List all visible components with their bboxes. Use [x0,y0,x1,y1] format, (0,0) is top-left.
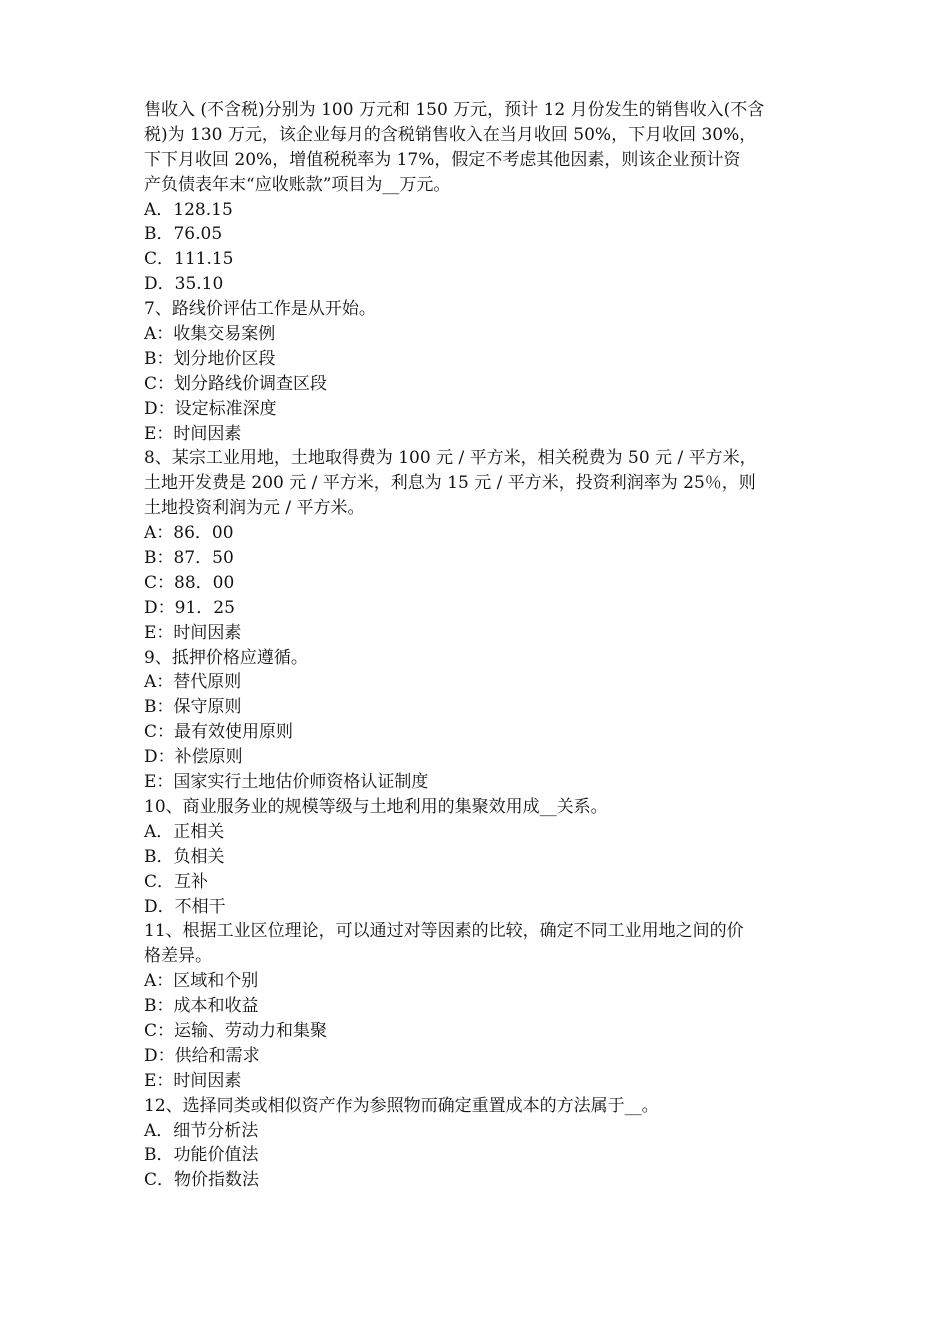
q10-option-c: C．互补 [144,871,209,892]
q9-stem: 9、抵押价格应遵循。 [144,647,308,668]
q9-option-d: D：补偿原则 [144,747,243,768]
q12-stem: 12、选择同类或相似资产作为参照物而确定重置成本的方法属于__。 [144,1095,659,1116]
q6-stem-line-1: 售收入 (不含税)分别为 100 万元和 150 万元，预计 12 月份发生的销售收入(不含 [144,100,765,120]
q10-option-b: B．负相关 [144,846,225,867]
q6-option-a: A．128.15 [144,199,233,220]
q6-stem-line-3: 下下月收回 20%，增值税税率为 17%，假定不考虑其他因素，则该企业预计资 [144,149,741,170]
q9-option-b: B：保守原则 [144,697,242,718]
q6-stem-line-2: 税)为 130 万元，该企业每月的含税销售收入在当月收回 50%，下月收回 30%， [144,124,757,145]
q6-option-c: C．111.15 [144,249,234,270]
q8-option-e: E：时间因素 [144,622,242,643]
q11-option-b: B：成本和收益 [144,996,259,1017]
q7-stem: 7、路线价评估工作是从开始。 [144,299,376,320]
q8-option-d: D：91．25 [144,597,235,618]
q11-option-d: D：供给和需求 [144,1045,260,1066]
q7-option-c: C：划分路线价调查区段 [144,373,328,394]
q7-option-d: D：设定标准深度 [144,398,277,419]
q6-stem-line-4: 产负债表年末“应收账款”项目为__万元。 [144,174,451,195]
q11-option-a: A：区域和个别 [144,971,259,992]
q8-option-b: B：87．50 [144,548,234,569]
q9-option-e: E：国家实行土地估价师资格认证制度 [144,772,429,793]
q6-option-b: B．76.05 [144,224,223,245]
q8-stem-line-3: 土地投资利润为元 / 平方米。 [144,498,365,519]
q7-option-a: A：收集交易案例 [144,324,276,345]
q12-option-a: A．细节分析法 [144,1120,259,1141]
q11-stem-line-2: 格差异。 [144,946,212,967]
q12-option-c: C．物价指数法 [144,1170,260,1191]
q6-option-d: D．35.10 [144,274,224,295]
q9-option-a: A：替代原则 [144,672,242,693]
document-body [144,98,814,1193]
q7-option-b: B：划分地价区段 [144,348,276,369]
q8-stem-line-1: 8、某宗工业用地，土地取得费为 100 元 / 平方米，相关税费为 50 元 / 平方米， [144,448,757,469]
q8-option-a: A：86．00 [144,523,234,544]
q11-option-c: C：运输、劳动力和集聚 [144,1020,328,1041]
q10-option-a: A．正相关 [144,821,225,842]
q10-stem: 10、商业服务业的规模等级与土地利用的集聚效用成__关系。 [144,796,608,817]
q12-option-b: B．功能价值法 [144,1145,259,1166]
q10-option-d: D．不相干 [144,896,226,917]
q7-option-e: E：时间因素 [144,423,242,444]
q9-option-c: C：最有效使用原则 [144,722,294,743]
q8-option-c: C：88．00 [144,572,235,593]
q11-option-e: E：时间因素 [144,1070,242,1091]
q11-stem-line-1: 11、根据工业区位理论，可以通过对等因素的比较，确定不同工业用地之间的价 [144,921,744,942]
q8-stem-line-2: 土地开发费是 200 元 / 平方米，利息为 15 元 / 平方米，投资利润率为 25％，则 [144,473,756,494]
